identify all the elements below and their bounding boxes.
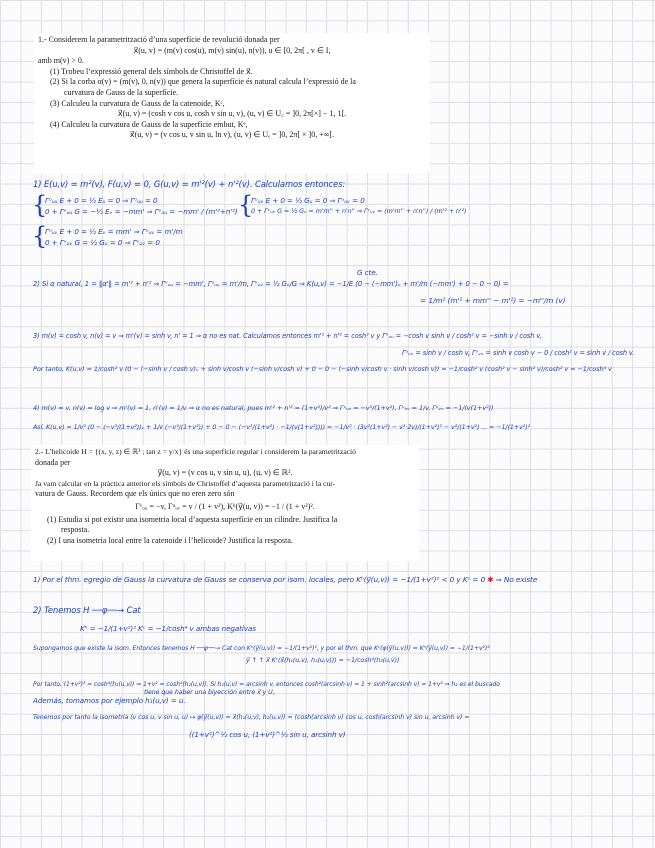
problem-1-funnel-param: x⃗(u, v) = (v cos u, v sin u, ln v), (u, v) ∈ Uₑ = ]0, 2π[ × ]0, +∞[. bbox=[129, 130, 335, 140]
answer-2-line-1: 2) Si α natural, 1 = ‖α'‖ = m'² + n'² ⇒ Γᵛᵤᵤ = −mm', Γᵘᵤᵥ = m'/m, Γᵛᵥᵥ = ½ Gᵥ/G ⇒ K(u,v) = −1/E (0 − (−mm')ᵥ + m'/m (−mm') + 0 − 0 − 0) = bbox=[33, 280, 509, 288]
answer-2-1-line bbox=[33, 574, 537, 585]
problem-1-item-2-cont: curvatura de Gauss de la superfície. bbox=[64, 87, 179, 97]
answer-2-2-diagram: y⃗ ↑ ↑ x⃗ Kᶜ(x⃗(h₁(u,v), h₂(u,v))) = −1/cosh⁴(h₂(u,v)) bbox=[246, 656, 400, 664]
problem-1-item-2: (2) Si la corba α(v) = (m(v), 0, n(v)) que genera la superfície és natural calcula l’expressió de la bbox=[50, 77, 356, 87]
answer-2-2-isometry: Tenemos por tanto la isometría (v cos u, v sin u, u) ↦ φ(y⃗(u,v)) = x⃗(h₁(u,v), h₂(u,v)) = (cosh(arcsinh v) cos u, cosh(arcsinh v) sin u, arcsinh v) = bbox=[33, 714, 470, 721]
problem-2-intro-cont: donada per bbox=[35, 457, 71, 467]
answer-3-line-1: 3) m(v) = cosh v, n(v) = v ⇒ m'(v) = sinh v, n' = 1 ⇒ α no es nat. Calculamos entonces m'² + n'² = cosh² v y Γᵛᵤᵤ = −cosh v sinh v / cosh² v = −sinh v / cosh v, bbox=[33, 332, 542, 340]
problem-2-intro: 2.- L’helicoide H = {(x, y, z) ∈ ℝ³ ; tan z = y/x} és una superfície regular i considerem la parametrització bbox=[35, 447, 356, 456]
answer-4-line-2: Así, K(u,v) = 1/v² (0 − (−v³/(1+v²))ᵥ + 1/v (−v³/(1+v²)) + 0 − 0 − (−v³/(1+v²) · −1/(v(1+v²)))) = −1/v² · (3v²(1+v²) − v³·2v)/(1+v²)² − v²/(1+v²) ... = −1/(1+v²)² bbox=[33, 423, 531, 431]
answer-2-2-therefore: Por tanto, (1+v²)² = cosh⁴(h₂(u,v)) ⇒ 1+v² = cosh²(h₂(u,v)). Si h₂(u,v) = arcsinh v, entonces cosh²(arcsinh v) = 1 + sinh²(arcsinh v) = 1+v² ⇒ h₂ es el buscado bbox=[33, 681, 500, 688]
problem-1-condition: amb m(v) > 0. bbox=[38, 56, 84, 66]
answer-2-1-text: 1) Por el thm. egregio de Gauss la curvatura de Gauss se conserva por isom. locales, pero Kʰ(y⃗(u,v)) = −1/(1+v²)² < 0 y Kᶜ = 0 bbox=[33, 575, 486, 584]
problem-2-question-1: (1) Estudia si pot existir una isometria local d’aquesta superfície en un cilindre. Justifica la bbox=[47, 514, 338, 524]
answer-2-2-isometry-result: ((1+v²)^½ cos u, (1+v²)^½ sin u, arcsinh v) bbox=[189, 730, 346, 739]
brace-icon: { bbox=[32, 191, 48, 219]
answer-2-2-h1: Además, tomamos por ejemplo h₁(u,v) = u. bbox=[33, 696, 186, 705]
problem-2-recall: Ja vam calcular en la pràctica anterior els símbols de Christoffel d’aquesta parametrització i la cur- bbox=[35, 478, 336, 488]
problem-1-item-4: (4) Calculeu la curvatura de Gauss de la superfície embut, Kᵉ, bbox=[50, 119, 248, 129]
answer-2-2-suppose: Supongamos que existe la isom. Entonces tenemos H ──φ──→ Cat con Kʰ(y⃗(u,v)) = −1/(1+v²)², y por el thm. que Kᶜ(φ(y⃗(u,v))) = Kʰ(y⃗(u,v)) = −1/(1+v²)² bbox=[33, 645, 490, 652]
answer-2-2-curvatures: Kʰ = −1/(1+v²)² Kᶜ = −1/cosh⁴ v ambas negativas bbox=[80, 624, 256, 633]
answer-1-intro: 1) E(u,v) = m²(v), F(u,v) = 0, G(u,v) = m'²(v) + n'²(v). Calculamos entonces: bbox=[33, 179, 346, 189]
answer-1-system-3a: Γᵘᵤᵥ E + 0 = ½ Eᵥ = mm' ⇒ Γᵘᵤᵥ = m'/m bbox=[45, 227, 183, 236]
problem-2-helicoid-param: y⃗(u, v) = (v cos u, v sin u, u), (u, v) ∈ ℝ². bbox=[157, 468, 293, 478]
brace-icon: { bbox=[32, 222, 48, 250]
annotation-g-constant: G cte. bbox=[357, 268, 378, 277]
problem-2-christoffel: Γᵛᵤᵤ = −v, Γᵘᵤᵥ = v / (1 + v²), Kʰ(y⃗(u, v)) = −1 / (1 + v²)². bbox=[135, 501, 315, 511]
answer-3-line-3: Por tanto, K(u,v) = 1/cosh² v (0 − (−sinh v / cosh v)ᵥ + sinh v/cosh v (−sinh v/cosh v) + 0 − 0 − (−sinh v/cosh v · sinh v/cosh v)) = −1/cosh² v (cosh² v − sinh² v)/cosh² v = −1/cosh⁴ v bbox=[33, 365, 612, 373]
answer-1-system-1a: Γᵘᵤᵤ E + 0 = ½ Eᵤ = 0 ⇒ Γᵘᵤᵤ = 0 bbox=[45, 196, 158, 205]
answer-2-line-2: = 1/m² (m'² + mm'' − m'²) = −m''/m (v) bbox=[420, 296, 566, 305]
problem-2-recall-cont: vatura de Gauss. Recordem que els únics que no eren zero són bbox=[35, 489, 235, 499]
answer-4-line-1: 4) m(v) = v, n(v) = log v ⇒ m'(v) = 1, n'(v) = 1/v ⇒ α no es natural, pues m'² + n'² = (1+v²)/v² ⇒ Γᵛᵤᵤ = −v³/(1+v²), Γᵘᵤᵥ = 1/v, Γᵛᵥᵥ = −1/(v(1+v²)) bbox=[33, 404, 494, 412]
problem-1-item-1: (1) Trobeu l’expressió general dels símbols de Christoffel de x⃗. bbox=[50, 66, 253, 76]
answer-2-1-conclusion: ⇒ No existe bbox=[495, 575, 538, 584]
problem-1-intro: 1.- Considerem la parametrització d’una superfície de revolució donada per bbox=[38, 35, 280, 44]
problem-2-statement bbox=[31, 445, 419, 561]
answer-1-system-2b: 0 + Γᵛᵤᵥ G = ½ Gᵥ = m'm'' + n'n'' ⇒ Γᵛᵥᵥ = (m'm'' + n'n'') / (m'² + n'²) bbox=[251, 207, 467, 215]
answer-2-2-setup: 2) Tenemos H ──φ──→ Cat bbox=[33, 605, 141, 615]
answer-1-system-1b: 0 + Γᵛᵤᵤ G = −½ Eᵥ = −mm' ⇒ Γᵛᵤᵤ = −mm' / (m'²+n'²) bbox=[45, 207, 238, 216]
answer-1-system-3b: 0 + Γᵛᵤᵥ G = ½ Gᵤ = 0 ⇒ Γᵛᵤᵥ = 0 bbox=[45, 238, 160, 247]
problem-1-parametrization: x⃗(u, v) = (m(v) cos(u), m(v) sin(u), n(v)), u ∈ [0, 2π[ , v ∈ I, bbox=[133, 45, 331, 55]
problem-1-catenoid-param: x⃗(u, v) = (cosh v cos u, cosh v sin u, v), (u, v) ∈ U꜀ = ]0, 2π[×] − 1, 1[. bbox=[117, 109, 347, 119]
answer-1-system-2a: Γᵘᵤᵥ E + 0 = ½ Gᵤ = 0 ⇒ Γᵘᵤᵥ = 0 bbox=[251, 196, 365, 205]
problem-1-item-3: (3) Calculeu la curvatura de Gauss de la catenoide, Kᶜ, bbox=[50, 98, 225, 108]
problem-1-statement bbox=[34, 33, 430, 173]
brace-icon: { bbox=[238, 191, 254, 219]
contradiction-mark: ✱ bbox=[487, 575, 494, 584]
problem-2-question-1-cont: resposta. bbox=[61, 525, 90, 535]
problem-2-question-2: (2) I una isometria local entre la catenoide i l’helicoide? Justifica la resposta. bbox=[47, 535, 293, 545]
answer-2-2-bijection-note: tiene que haber una biyección entre x⃗ y U꜀ bbox=[144, 689, 275, 696]
answer-3-line-2: Γᵘᵤᵥ = sinh v / cosh v, Γᵛᵥᵥ = sinh v cosh v − 0 / cosh² v = sinh v / cosh v. bbox=[402, 349, 635, 357]
